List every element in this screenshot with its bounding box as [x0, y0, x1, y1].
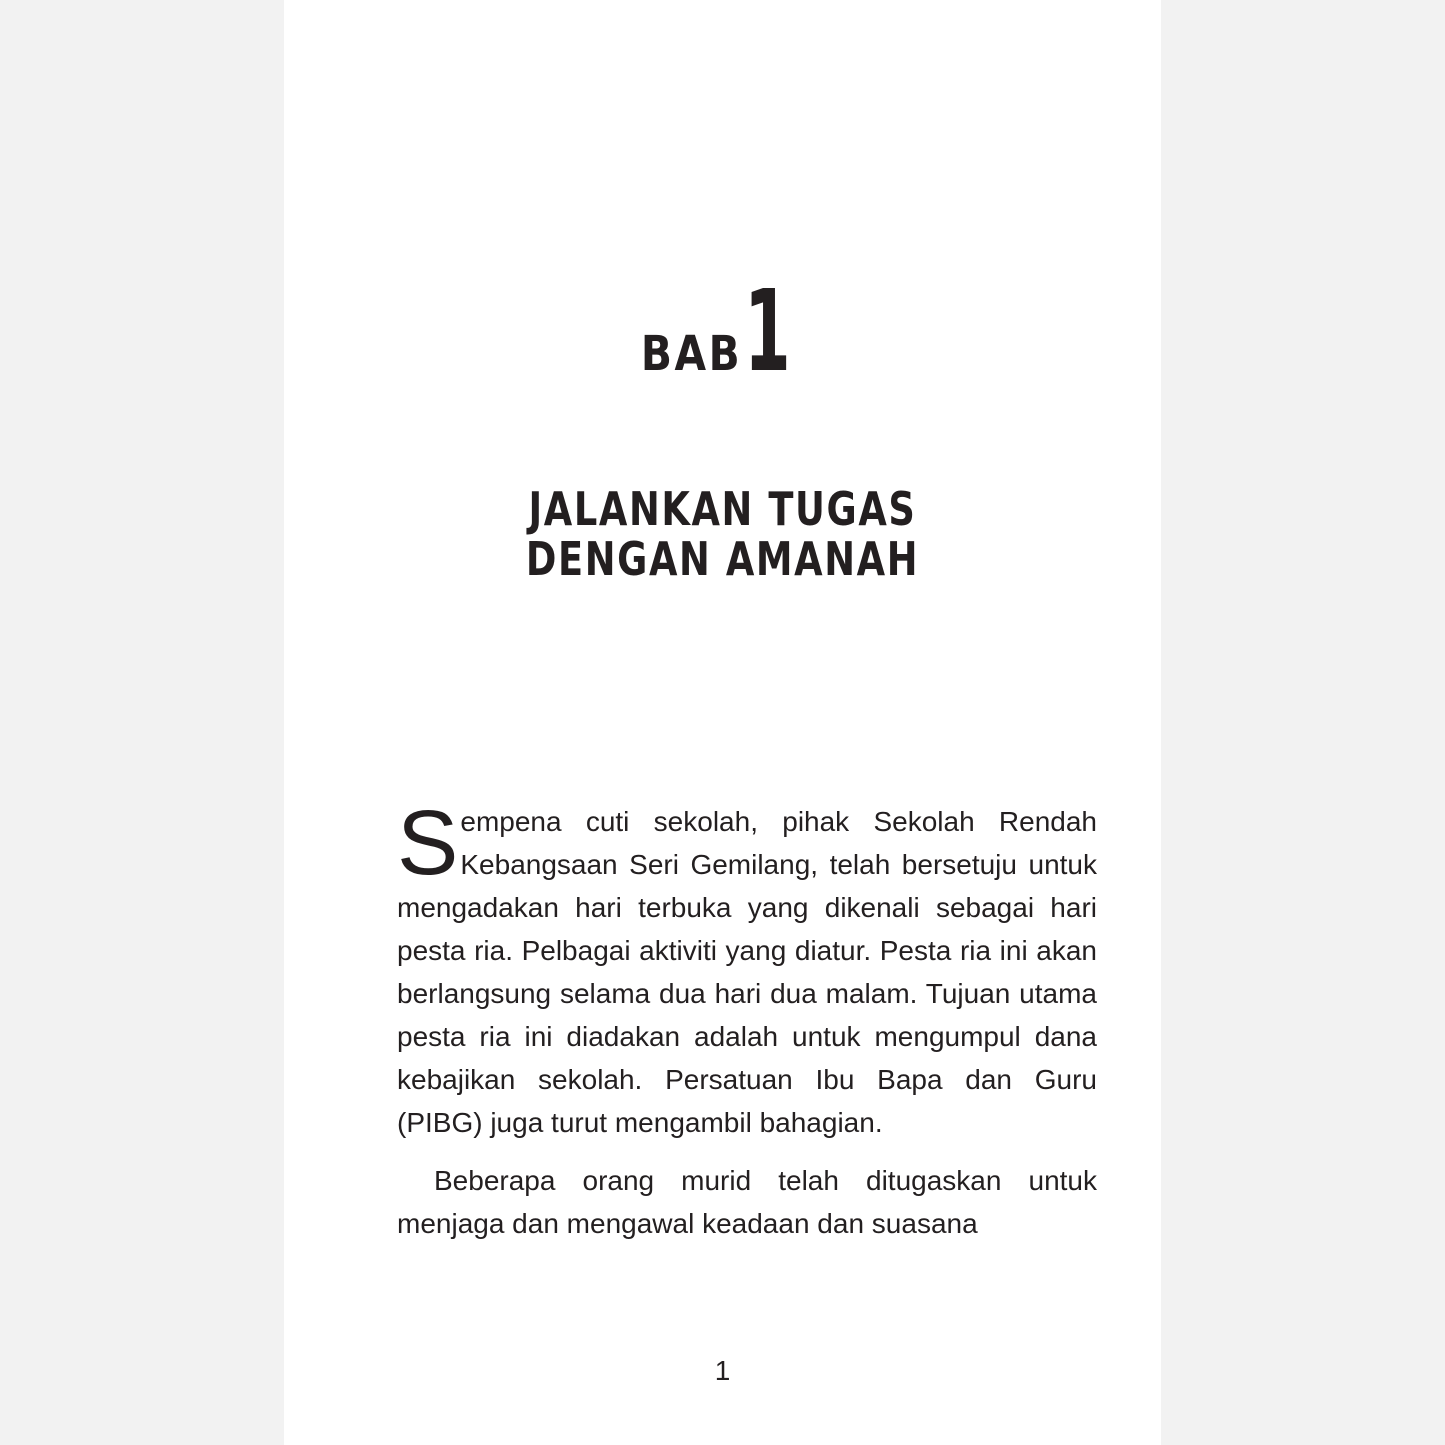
chapter-label-text: BAB — [640, 326, 743, 382]
chapter-title-line-2: DENGAN AMANAH — [525, 532, 920, 586]
book-page — [284, 0, 1161, 1445]
chapter-label — [284, 267, 1161, 397]
chapter-title-line-1: JALANKAN TUGAS — [528, 482, 917, 536]
chapter-number: 1 — [744, 267, 791, 397]
page-number: 1 — [714, 1355, 731, 1386]
paragraph-2: Beberapa orang murid telah ditugaskan untuk menjaga dan mengawal keadaan dan suasana — [397, 1165, 1097, 1239]
chapter-title — [284, 484, 1161, 584]
drop-cap: S — [397, 792, 459, 894]
body-text — [397, 792, 1097, 1245]
paragraph-1-text: empena cuti sekolah, pihak Sekolah Rendah Kebangsaan Seri Gemilang, telah bersetuju untuk mengadakan hari terbuka yang dikenali sebagai hari pesta ria. Pelbagai aktiviti yang diatur. Pesta ria ini akan berlangsung selama dua hari dua malam. Tujuan utama pesta ria ini diadakan adalah untuk mengumpul dana kebajikan sekolah. Persatuan Ibu Bapa dan Guru (PIBG) juga turut mengambil bahagian. — [397, 806, 1097, 1138]
paragraph-1 — [397, 792, 1097, 1144]
